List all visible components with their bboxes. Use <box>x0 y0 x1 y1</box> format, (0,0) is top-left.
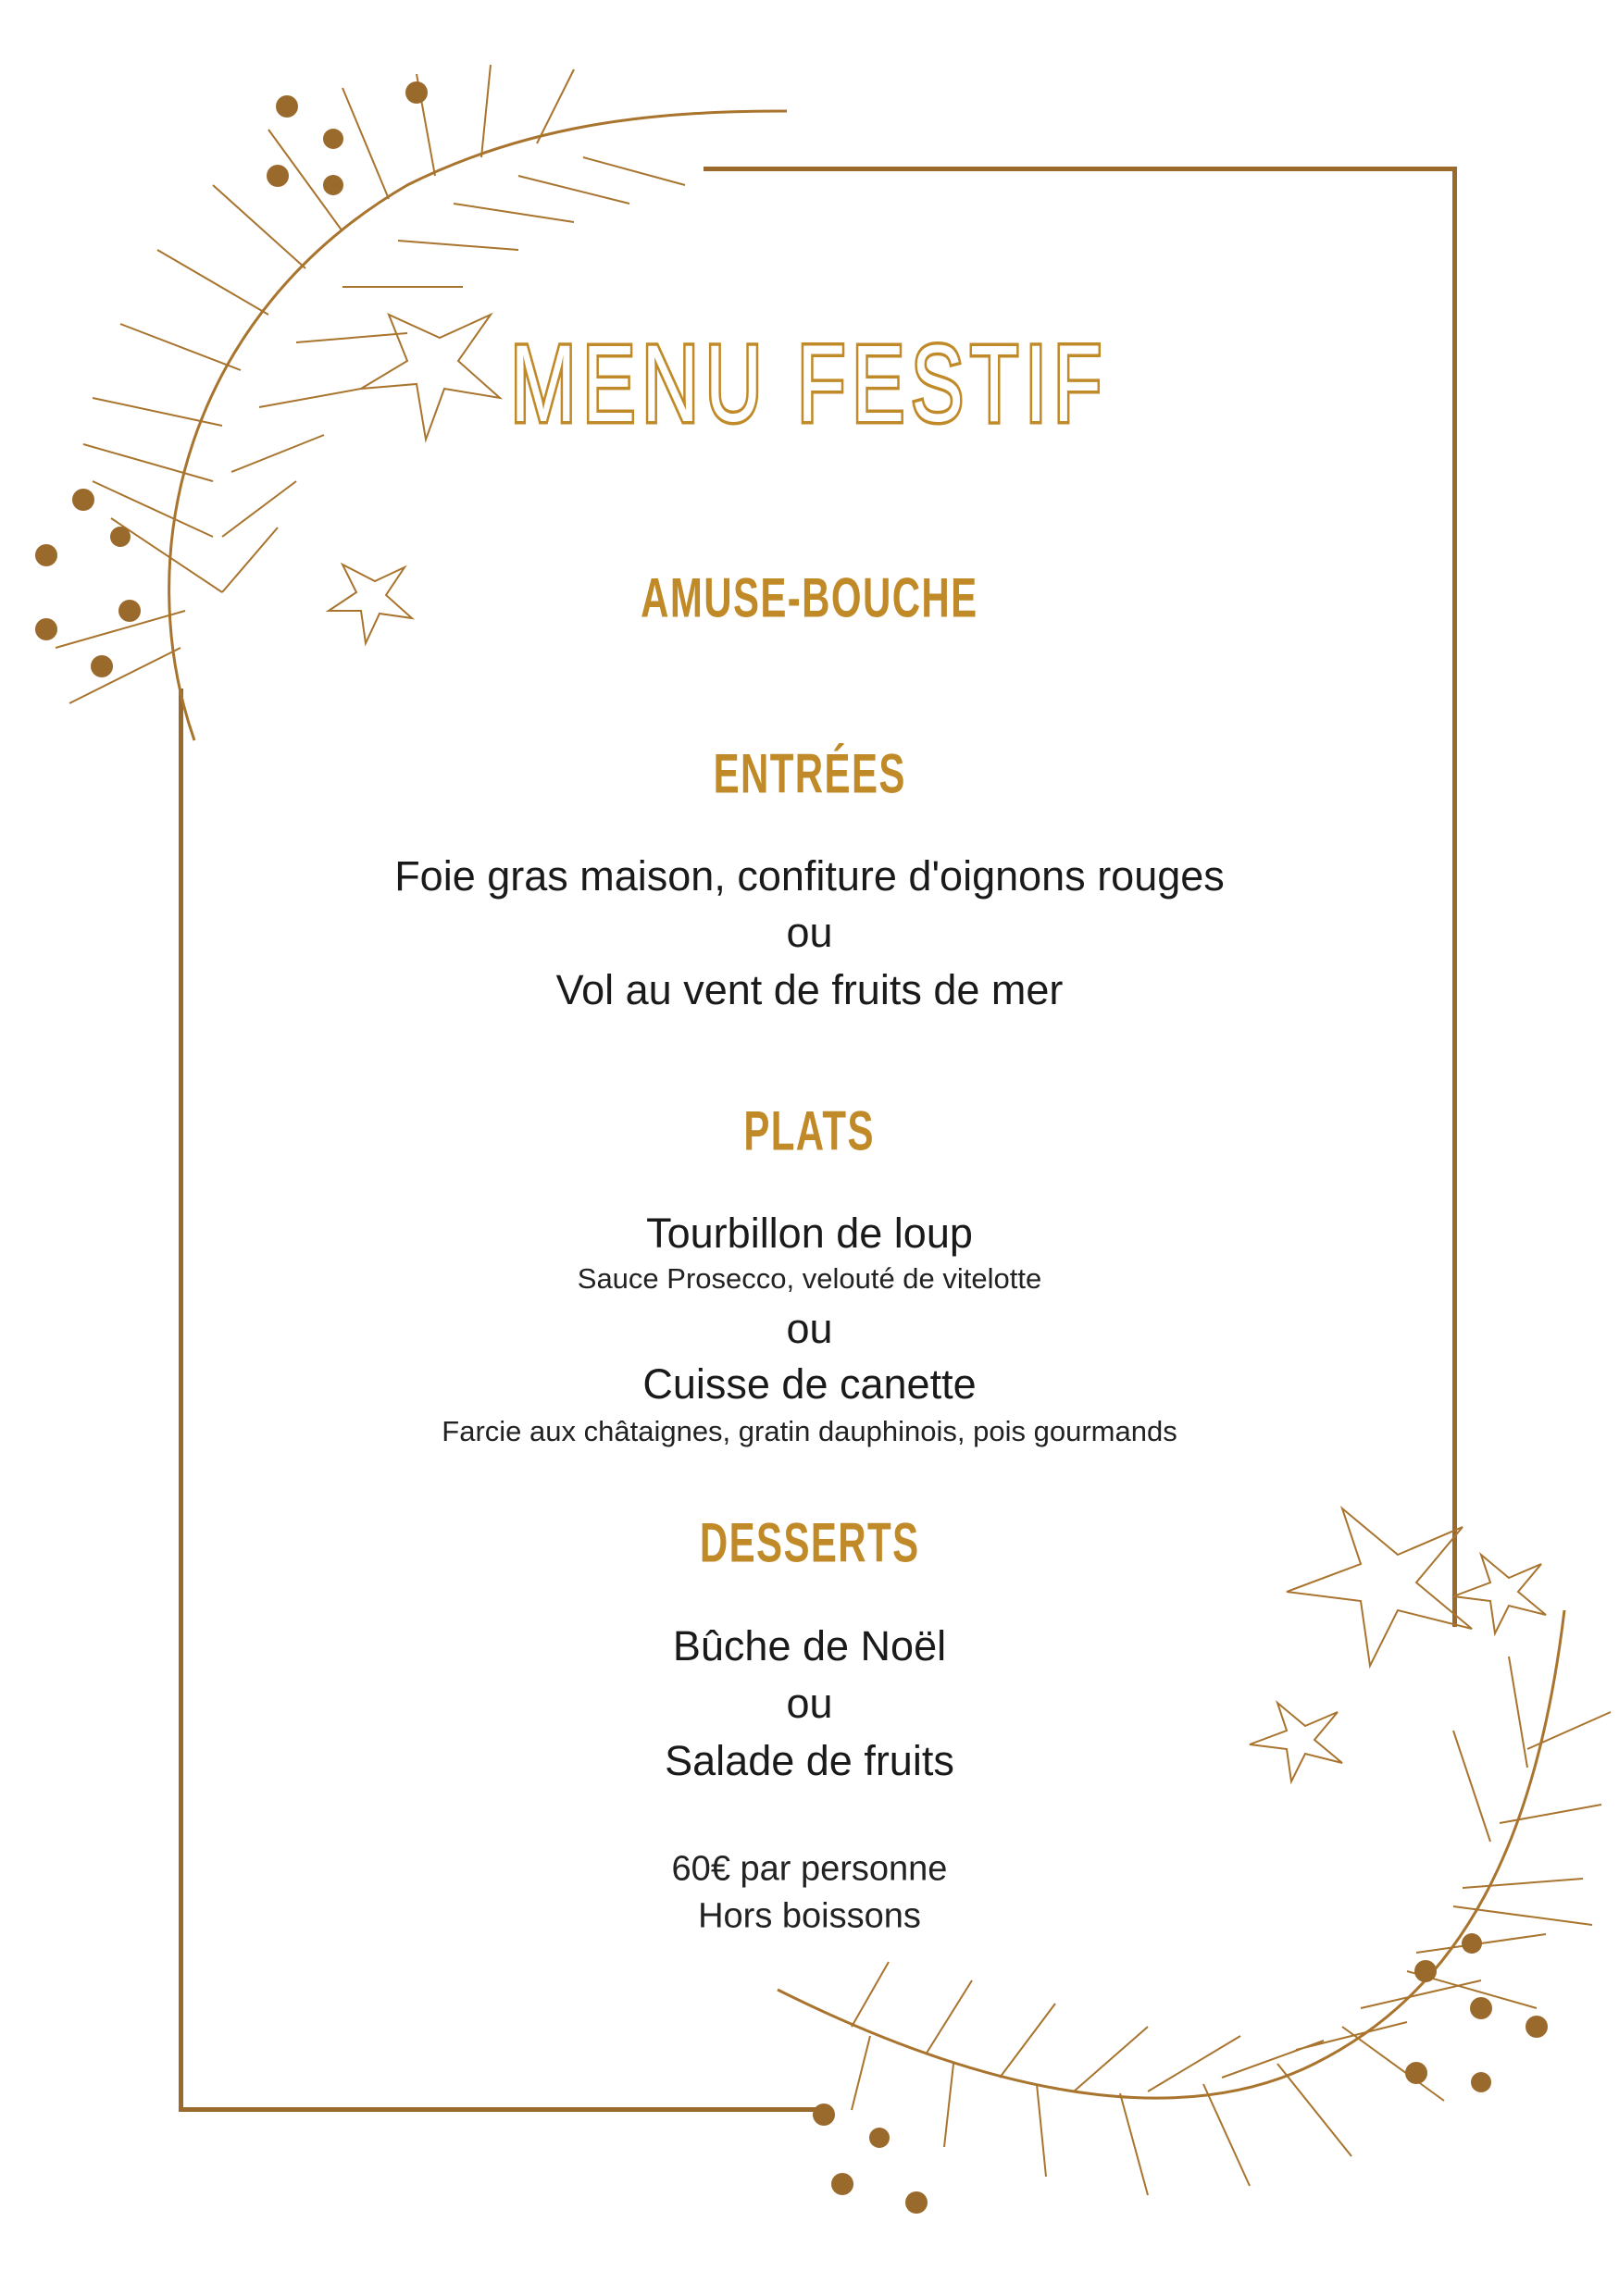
frame-bottom <box>179 2107 827 2112</box>
plat-item-2-description: Farcie aux châtaignes, gratin dauphinois, pois gourmands <box>442 1415 1177 1447</box>
section-heading-plats <box>0 1099 1619 1163</box>
dessert-item-2: Salade de fruits <box>665 1737 954 1784</box>
entrees-heading-text: ENTRÉES <box>713 742 906 805</box>
plat-or: ou <box>786 1305 833 1352</box>
dessert-or: ou <box>786 1680 833 1727</box>
plat-item-2: Cuisse de canette <box>642 1360 977 1408</box>
desserts-heading-text: DESSERTS <box>699 1511 920 1574</box>
entree-item-2: Vol au vent de fruits de mer <box>555 966 1064 1013</box>
plat-item-1-description: Sauce Prosecco, velouté de vitelotte <box>577 1262 1042 1295</box>
menu-title <box>0 321 1619 447</box>
entree-item-1: Foie gras maison, confiture d'oignons rouges <box>394 852 1225 900</box>
frame-top <box>704 167 1457 171</box>
section-heading-amuse-bouche <box>0 566 1619 630</box>
entree-or: ou <box>786 909 833 956</box>
plats-heading-text: PLATS <box>743 1099 876 1162</box>
amuse-heading-text: AMUSE-BOUCHE <box>641 566 978 629</box>
section-heading-entrees <box>0 742 1619 806</box>
price-per-person: 60€ par personne <box>671 1849 948 1889</box>
plat-item-1: Tourbillon de loup <box>646 1210 973 1257</box>
dessert-item-1: Bûche de Noël <box>672 1622 947 1669</box>
section-heading-desserts <box>0 1511 1619 1575</box>
price-note: Hors boissons <box>698 1896 921 1936</box>
menu-title-text: MENU FESTIF <box>510 323 1109 445</box>
